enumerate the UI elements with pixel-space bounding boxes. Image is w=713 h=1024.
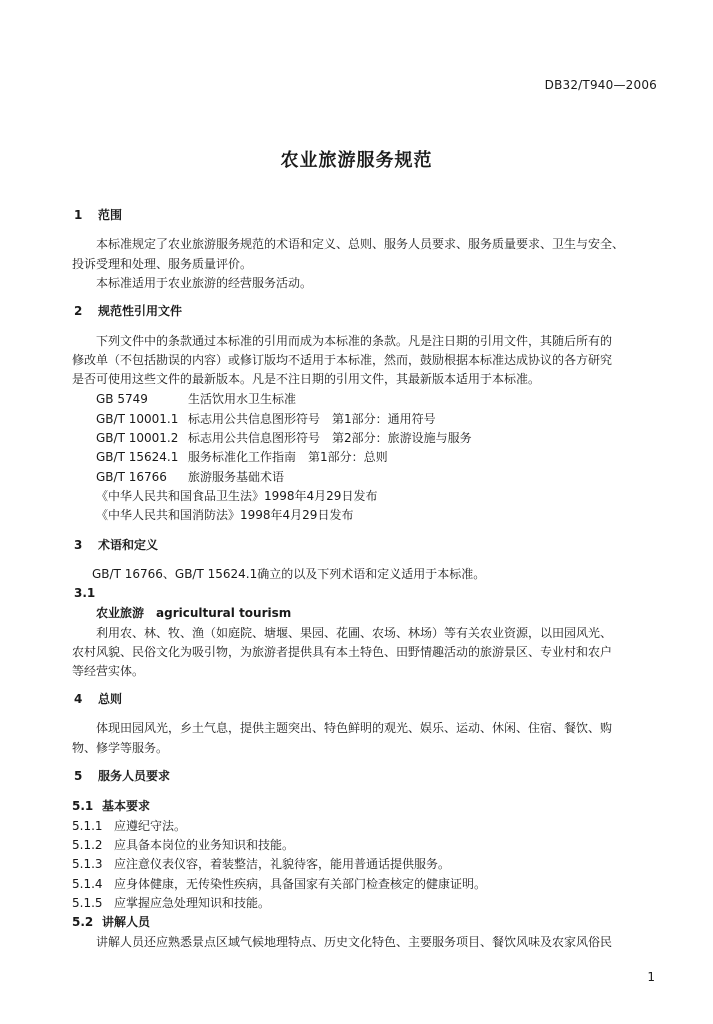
clause-text: 应遵纪守法。 <box>114 819 187 833</box>
reference-law: 《中华人民共和国消防法》1998年4月29日发布 <box>96 508 354 522</box>
paragraph-line: 体现田园风光，乡土气息，提供主题突出、特色鲜明的观光、娱乐、运动、休闲、住宿、餐饮、购 <box>96 721 613 735</box>
section-1-heading <box>74 207 122 223</box>
paragraph-line: 物、修学等服务。 <box>72 741 169 755</box>
clause-number: 5.1.3 <box>72 857 103 871</box>
reference-title: 标志用公共信息图形符号 第1部分：通用符号 <box>188 412 436 426</box>
clause-text: 应掌握应急处理知识和技能。 <box>114 896 271 910</box>
section-title: 规范性引用文件 <box>98 304 183 318</box>
reference-title: 旅游服务基础术语 <box>188 470 285 484</box>
reference-code: GB 5749 <box>96 392 148 406</box>
section-number: 1 <box>74 208 83 222</box>
page-number: 1 <box>647 970 655 984</box>
section-4-heading <box>74 691 122 707</box>
definition-line: 利用农、林、牧、渔（如庭院、塘堰、果园、花圃、农场、林场）等有关农业资源，以田园风光、 <box>96 626 613 640</box>
clause-item <box>72 856 450 872</box>
clause-number: 5.1.1 <box>72 819 103 833</box>
term-heading: 农业旅游 agricultural tourism <box>96 606 292 620</box>
paragraph-line: GB/T 16766、GB/T 15624.1确立的以及下列术语和定义适用于本标准。 <box>92 567 486 581</box>
section-title: 总则 <box>98 692 123 706</box>
paragraph-line: 本标准规定了农业旅游服务规范的术语和定义、总则、服务人员要求、服务质量要求、卫生与安全、 <box>96 237 625 251</box>
subsection-title: 基本要求 <box>102 799 151 813</box>
subsection-number: 3.1 <box>74 586 96 600</box>
reference-law: 《中华人民共和国食品卫生法》1998年4月29日发布 <box>96 489 378 503</box>
standard-code: DB32/T940—2006 <box>544 78 657 92</box>
section-title: 范围 <box>98 208 123 222</box>
section-3-heading <box>74 537 158 553</box>
paragraph-line: 下列文件中的条款通过本标准的引用而成为本标准的条款。凡是注日期的引用文件，其随后所有的 <box>96 334 613 348</box>
clause-number: 5.1.2 <box>72 838 103 852</box>
paragraph-line: 是否可使用这些文件的最新版本。凡是不注日期的引用文件，其最新版本适用于本标准。 <box>72 372 541 386</box>
clause-number: 5.1.5 <box>72 896 103 910</box>
clause-number: 5.1.4 <box>72 877 103 891</box>
paragraph-line: 讲解人员还应熟悉景点区域气候地理特点、历史文化特色、主要服务项目、餐饮风味及农家风俗民 <box>96 935 613 949</box>
clause-text: 应具备本岗位的业务知识和技能。 <box>114 838 295 852</box>
reference-code: GB/T 10001.1 <box>96 412 179 426</box>
clause-item <box>72 837 294 853</box>
reference-item <box>96 411 436 427</box>
subsection-5-1-heading <box>72 798 150 814</box>
paragraph-line: 修改单（不包括勘误的内容）或修订版均不适用于本标准，然而，鼓励根据本标准达成协议的各方研究 <box>72 353 613 367</box>
clause-text: 应注意仪表仪容，着装整洁，礼貌待客，能用普通话提供服务。 <box>114 857 451 871</box>
reference-item <box>96 449 388 465</box>
clause-item <box>72 818 186 834</box>
section-title: 服务人员要求 <box>98 769 171 783</box>
reference-item <box>96 391 296 407</box>
subsection-5-2-heading <box>72 914 150 930</box>
clause-item <box>72 895 270 911</box>
reference-code: GB/T 15624.1 <box>96 450 179 464</box>
definition-line: 农村风貌、民俗文化为吸引物，为旅游者提供具有本土特色、田野情趣活动的旅游景区、专业村和农户 <box>72 645 613 659</box>
definition-line: 等经营实体。 <box>72 664 145 678</box>
paragraph-line: 投诉受理和处理、服务质量评价。 <box>72 257 253 271</box>
section-2-heading <box>74 303 182 319</box>
subsection-number: 5.2 <box>72 915 94 929</box>
reference-code: GB/T 10001.2 <box>96 431 179 445</box>
section-title: 术语和定义 <box>98 538 159 552</box>
paragraph-line: 本标准适用于农业旅游的经营服务活动。 <box>96 276 313 290</box>
reference-code: GB/T 16766 <box>96 470 167 484</box>
clause-item <box>72 876 486 892</box>
subsection-number: 5.1 <box>72 799 94 813</box>
section-number: 3 <box>74 538 83 552</box>
section-number: 4 <box>74 692 83 706</box>
document-title: 农业旅游服务规范 <box>280 150 433 171</box>
reference-item <box>96 430 472 446</box>
reference-item <box>96 469 284 485</box>
reference-title: 服务标准化工作指南 第1部分：总则 <box>188 450 388 464</box>
reference-title: 生活饮用水卫生标准 <box>188 392 297 406</box>
clause-text: 应身体健康，无传染性疾病，具备国家有关部门检查核定的健康证明。 <box>114 877 487 891</box>
section-number: 2 <box>74 304 83 318</box>
subsection-title: 讲解人员 <box>102 915 151 929</box>
section-5-heading <box>74 768 170 784</box>
section-number: 5 <box>74 769 83 783</box>
reference-title: 标志用公共信息图形符号 第2部分：旅游设施与服务 <box>188 431 472 445</box>
